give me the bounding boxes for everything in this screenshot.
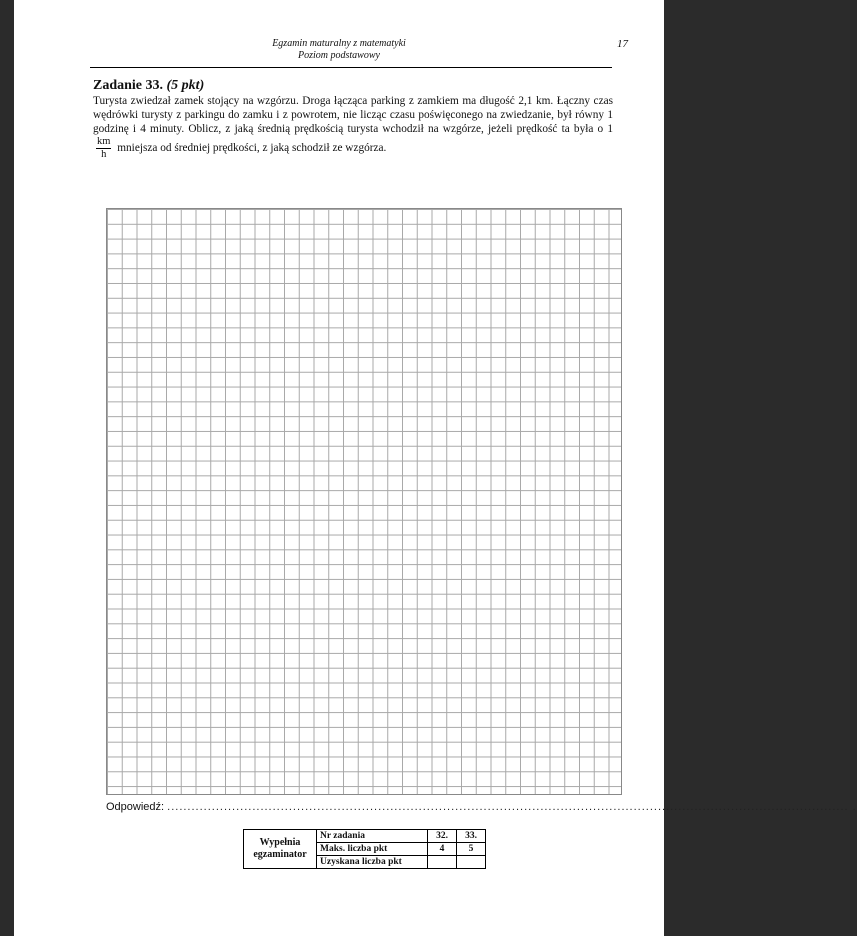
examiner-label: Wypełnia egzaminator [244,830,317,869]
task-text [93,94,613,161]
fraction-denominator: h [101,149,107,160]
header-exam-title: Egzamin maturalny z matematyki [272,38,406,49]
obtained-points-label: Uzyskana liczba pkt [317,856,428,869]
task-32-max-points: 4 [428,843,457,856]
page-number: 17 [617,38,628,50]
task-points: (5 pkt) [166,78,205,93]
fraction-km-h [96,136,111,161]
task-32-number: 32. [428,830,457,843]
task-32-obtained-points[interactable] [428,856,457,869]
task-text-after: mniejsza od średniej prędkości, z jaką schodził ze wzgórza. [117,142,387,155]
task-text-before: Turysta zwiedzał zamek stojący na wzgórzu. Droga łącząca parking z zamkiem ma długość 2,1 km. Łączny czas wędrówki turysty z parkingu do zamku i z powrotem, nie licząc czasu poświęconego na zwiedzanie, był równy 1 godzinę i 4 minuty. Oblicz, z jaką średnią prędkością turysta wchodził na wzgórze, jeżeli prędkość ta była o 1 [93,95,613,135]
fraction-numerator: km [97,136,111,147]
task-33-number: 33. [457,830,486,843]
exam-page [14,0,857,936]
max-points-label: Maks. liczba pkt [317,843,428,856]
header-level: Poziom podstawowy [298,50,380,61]
score-table [243,829,486,869]
task-33-max-points: 5 [457,843,486,856]
header-rule [90,67,612,68]
answer-dots: ........................................................................................................................................................................ . [167,801,857,813]
task-block [93,78,613,161]
task-33-obtained-points[interactable] [457,856,486,869]
page-header [14,38,664,62]
answer-label: Odpowiedź: [106,801,165,813]
answer-line[interactable] [106,801,857,813]
solution-grid[interactable] [106,208,622,795]
task-number-label: Nr zadania [317,830,428,843]
task-number: Zadanie 33. [93,78,164,93]
task-title [93,78,613,94]
